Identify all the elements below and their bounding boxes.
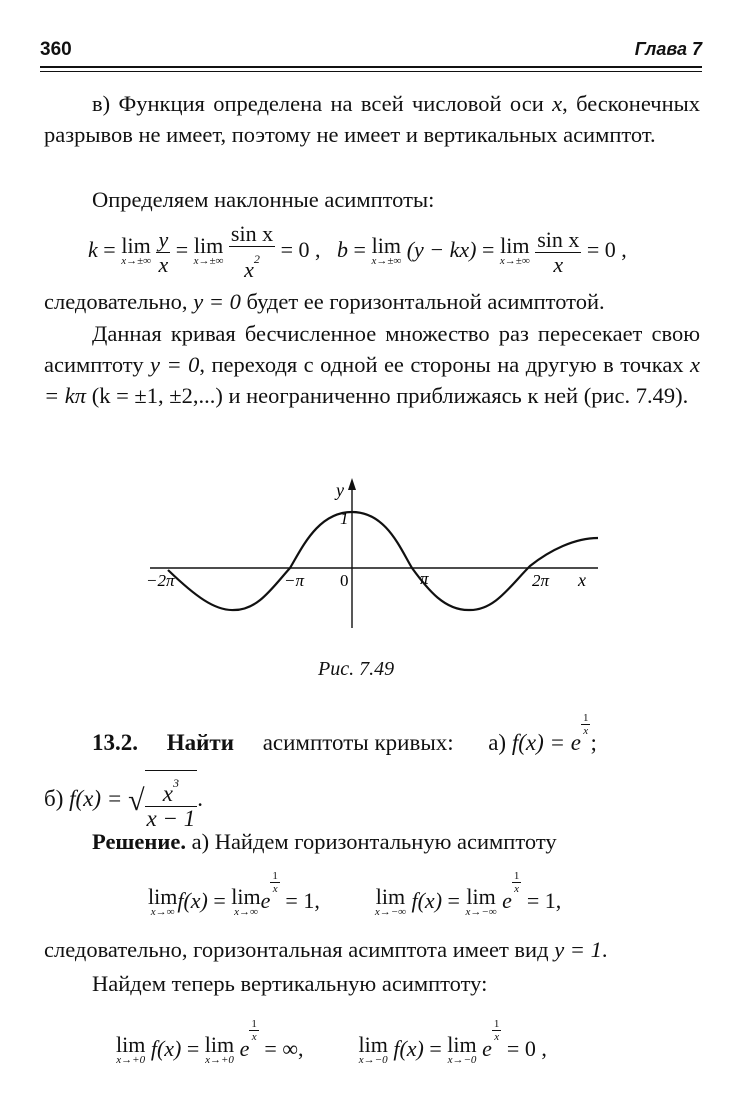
- label-minus-pi: −π: [284, 571, 304, 590]
- chapter-title: Глава 7: [634, 39, 702, 59]
- x-axis-label: x: [578, 570, 586, 590]
- solution-line: Решение. а) Найдем горизонтальную асимптоту: [92, 829, 557, 854]
- formula-oblique-asymptote: k = lim x→±∞ $\frac{y}{x}$ = lim x→±∞ $\frac{\text{sin x}}{x^2}$ = 0 , b = lim x→±∞ (y − kx) = lim x→±∞ $\frac{\text{sin x}}{x}$ = 0 ,: [88, 221, 627, 282]
- label-pi: π: [420, 569, 429, 588]
- paragraph-1: в) Функция определена на всей числовой оси x, бесконечных разрывов не имеет, поэтому не имеет и вертикальных асимптот.: [44, 91, 700, 147]
- label-one: 1: [340, 509, 349, 528]
- label-zero: 0: [340, 571, 349, 590]
- curve: [168, 512, 598, 610]
- label-minus-2pi: −2π: [146, 571, 175, 590]
- header-rule-thick: [40, 66, 702, 68]
- paragraph-2: Определяем наклонные асимптоты:: [92, 187, 435, 212]
- paragraph-5: следовательно, горизонтальная асимптота имеет вид y = 1.: [44, 937, 608, 962]
- figure-caption: Рис. 7.49: [318, 658, 395, 680]
- paragraph-6: Найдем теперь вертикальную асимптоту:: [92, 971, 488, 996]
- problem-statement: 13.2. Найти асимптоты кривых: а) f(x) = e $\frac{1}{x}$ ;: [92, 712, 597, 755]
- formula-horizontal-limits: lim x→∞ f(x) = lim x→∞ e $\frac{1}{x}$ = 1, lim x→−∞ f(x) = lim x→−∞ e $\frac{1}{x}$ = 1,: [148, 870, 562, 918]
- figure-sine-graph: [0, 478, 744, 658]
- y-axis-arrow: [348, 478, 356, 490]
- page-number: 360: [40, 39, 72, 60]
- y-axis-label: y: [336, 480, 344, 500]
- header-rule-thin: [40, 71, 702, 72]
- paragraph-4: Данная кривая бесчисленное множество раз пересекает свою асимптоту y = 0, переходя с одной ее стороны на другую в точках x = kπ (k = ±1, ±2,...) и неограниченно приближаясь к ней (рис. 7.49).: [44, 321, 701, 408]
- formula-vertical-limits: lim x→+0 f(x) = lim x→+0 e $\frac{1}{x}$ = ∞, lim x→−0 f(x) = lim x→−0 e $\frac{1}{x}$ = 0 ,: [116, 1018, 547, 1066]
- paragraph-3: следовательно, y = 0 будет ее горизонтальной асимптотой.: [44, 289, 605, 314]
- problem-part-b: б) f(x) = √ $\frac{x^3}{x - 1}$ .: [44, 770, 203, 831]
- label-2pi: 2π: [532, 571, 550, 590]
